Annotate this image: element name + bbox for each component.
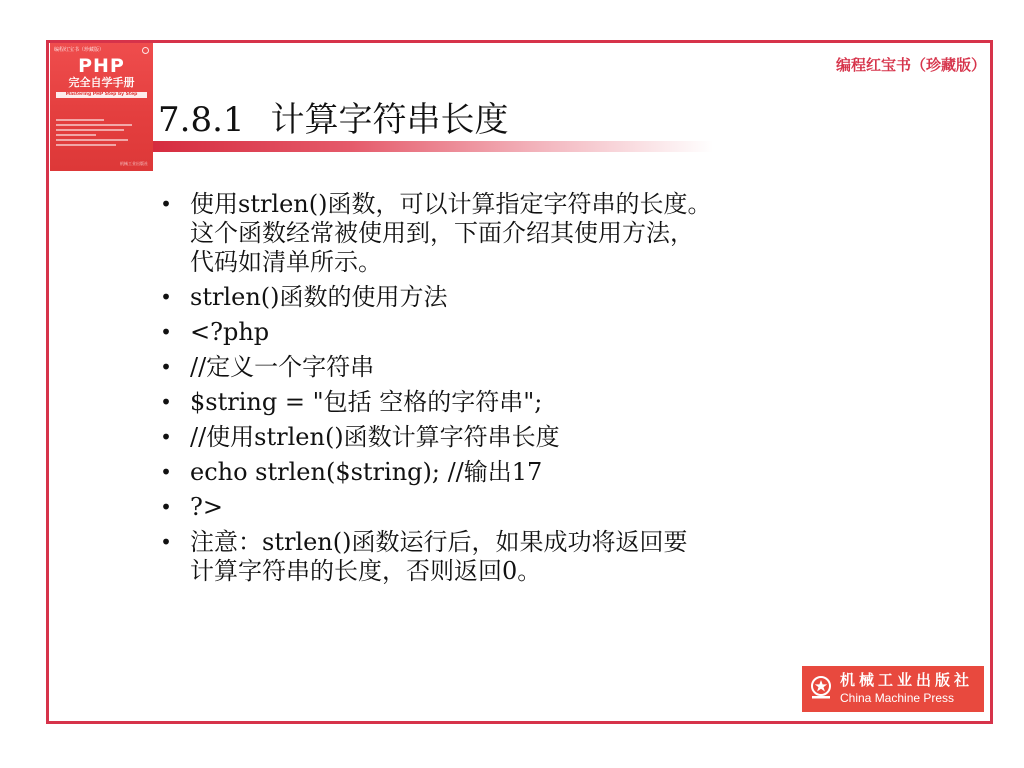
cover-subtitle: Mastering PHP Step by Step <box>56 92 147 98</box>
bullet-text: <?php <box>190 318 270 346</box>
bullet-dot-icon: • <box>160 355 172 379</box>
publisher-logo <box>802 666 984 712</box>
publisher-name-cn: 机械工业出版社 <box>840 671 974 689</box>
cover-book-title: 完全自学手册 <box>68 76 135 89</box>
bullet-list <box>156 190 956 592</box>
cover-text-lines <box>56 119 136 149</box>
bullet-item <box>156 423 956 452</box>
section-title: 计算字符串长度 <box>270 100 509 140</box>
bullet-text: 使用strlen()函数，可以计算指定字符串的长度。 这个函数经常被使用到，下面介绍其使用方法， 代码如清单所示。 <box>190 190 712 276</box>
bullet-item <box>156 318 956 347</box>
bullet-text: echo strlen($string); //输出17 <box>190 458 543 486</box>
series-label: 编程红宝书（珍藏版） <box>835 56 986 74</box>
bullet-text: strlen()函数的使用方法 <box>190 283 448 311</box>
bullet-dot-icon: • <box>160 192 172 216</box>
bullet-item <box>156 458 956 487</box>
bullet-dot-icon: • <box>160 285 172 309</box>
slide-title <box>158 100 509 140</box>
bullet-text: //使用strlen()函数计算字符串长度 <box>190 423 560 451</box>
bullet-item <box>156 283 956 312</box>
bullet-item <box>156 353 956 382</box>
bullet-text: //定义一个字符串 <box>190 353 375 381</box>
bullet-dot-icon: • <box>160 460 172 484</box>
book-cover-image <box>50 43 153 171</box>
bullet-dot-icon: • <box>160 320 172 344</box>
bullet-text: ?> <box>190 493 223 521</box>
bullet-dot-icon: • <box>160 425 172 449</box>
bullet-text: 注意：strlen()函数运行后，如果成功将返回要 计算字符串的长度，否则返回0。 <box>190 528 688 585</box>
publisher-emblem-icon <box>808 675 834 701</box>
bullet-dot-icon: • <box>160 390 172 414</box>
publisher-name-en: China Machine Press <box>840 691 955 705</box>
bullet-item <box>156 493 956 522</box>
bullet-item <box>156 528 956 586</box>
bullet-item <box>156 190 956 277</box>
bullet-dot-icon: • <box>160 530 172 554</box>
bullet-text: $string = "包括 空格的字符串"; <box>190 388 543 416</box>
bullet-dot-icon: • <box>160 495 172 519</box>
cover-php-title: PHP <box>78 55 125 77</box>
cover-series-label: 编程红宝书（珍藏版） <box>54 47 105 53</box>
title-underline-bar <box>153 141 713 152</box>
bullet-item <box>156 388 956 417</box>
cover-publisher: 机械工业出版社 <box>120 161 148 166</box>
section-number: 7.8.1 <box>158 100 245 140</box>
cover-badge-icon <box>142 47 149 54</box>
